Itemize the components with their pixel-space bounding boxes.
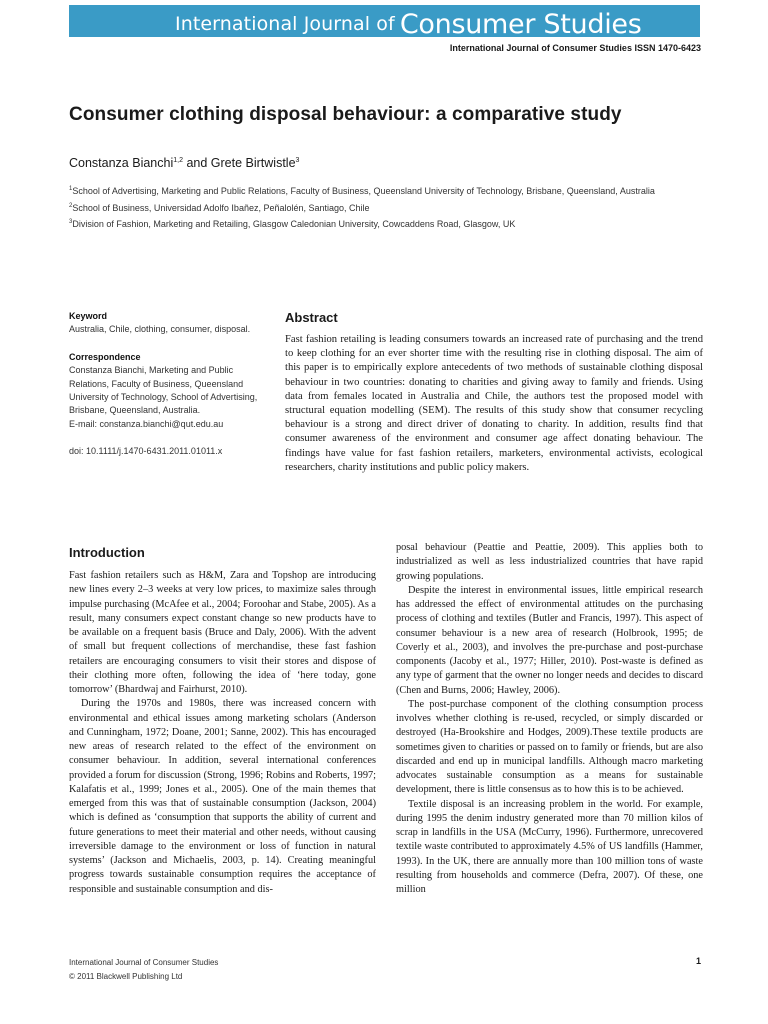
body-paragraph: During the 1970s and 1980s, there was increased concern with environmental and ethical issues among marketing scholars (Anderson and Cunningham, 1972; Doane, 2001; Sanne, 2002). This has encouraged new areas of research related to the effect of the environment on consumer behaviour. In addition, several international conferences provided a forum for discussion (Strong, 1996; Robins and Roberts, 1997; Kalafatis et al., 1999; Jones et al., 2005). One of the main themes that emerged from this was that of sustainable consumption (Jackson, 2004) which is defined as ‘consumption that supports the ability of current and future generations to meet their material and other needs, without causing irreversible damage to the environment or loss of function in natural systems’ (Jackson and Michaelis, 2003, p. 14). Creating meaningful progress towards sustainable consumption requires the acceptance of responsible and sustainable consumption and dis- xyxy=(69,698,376,895)
issn-line: International Journal of Consumer Studies ISSN 1470-6423 xyxy=(449,43,701,53)
journal-name-prefix: International Journal of xyxy=(175,13,395,35)
body-paragraph: posal behaviour (Peattie and Peattie, 2009). This applies both to industrialized as well as less industrialized countries that have rapid growing populations. xyxy=(396,542,703,582)
article-title: Consumer clothing disposal behaviour: a comparative study xyxy=(69,104,622,125)
correspondence-label: Correspondence xyxy=(69,351,141,362)
affiliation xyxy=(69,199,699,216)
body-paragraph: Fast fashion retailers such as H&M, Zara and Topshop are introducing new lines every 2–3 weeks at very low prices, to maximize sales through impulse purchasing (McAfee et al., 2004; Foroohar and Stabe, 2005). As a result, many consumers expect constant change so new products have to be available on a frequent basis (Bruce and Daly, 2006). With the advent of small but frequent collections of merchandise, these fast fashion retailers are encouraging consumers to visit their stores and dispose of their clothing more often, following the idea of ‘here today, gone tomorrow’ (Bhardwaj and Fairhurst, 2010). xyxy=(69,570,376,695)
affiliation xyxy=(69,215,699,232)
author-joiner: and xyxy=(182,156,211,170)
article-sidebar xyxy=(69,310,269,459)
author-name: Constanza Bianchi xyxy=(69,156,174,170)
body-column-left xyxy=(69,569,376,897)
footer-copyright: © 2011 Blackwell Publishing Ltd xyxy=(69,972,183,981)
affiliation xyxy=(69,182,699,199)
page-footer xyxy=(69,956,218,984)
keywords: Australia, Chile, clothing, consumer, disposal. xyxy=(69,324,251,335)
body-paragraph: Textile disposal is an increasing problem in the world. For example, during 1995 the denim industry generated more than 70 million kilos of scrap in landfills in the USA (McCurry, 1996). Furthermore, unrecovered textile waste contributed to approximately 4.5% of US landfills (Hammer, 1993). In the UK, there are annually more than 100 million tons of waste resulting from households and commerce (Defra, 2007). Of these, one million xyxy=(396,798,703,895)
author-name: Grete Birtwistle xyxy=(210,156,296,170)
affiliation-number: 3 xyxy=(69,219,73,226)
footer-journal: International Journal of Consumer Studies xyxy=(69,958,219,967)
affiliation-number: 2 xyxy=(69,202,73,209)
correspondence-email[interactable]: E-mail: constanza.bianchi@qut.edu.au xyxy=(69,418,224,429)
author-affiliation-marker: 1,2 xyxy=(173,156,183,164)
abstract-heading: Abstract xyxy=(285,310,338,325)
affiliation-number: 1 xyxy=(69,186,73,192)
journal-banner xyxy=(69,5,700,40)
keyword-label: Keyword xyxy=(69,311,108,321)
affiliation-text: Division of Fashion, Marketing and Retailing, Glasgow Caledonian University, Cowcaddens Road, Glasgow, UK xyxy=(72,219,516,230)
author-list xyxy=(69,156,299,170)
page-number: 1 xyxy=(695,956,701,966)
author-affiliation-marker: 3 xyxy=(295,156,300,164)
affiliation-text: School of Advertising, Marketing and Public Relations, Faculty of Business, Queensland University of Technology, Brisbane, Queensland, Australia xyxy=(72,186,655,196)
correspondence-address: Constanza Bianchi, Marketing and Public Relations, Faculty of Business, Queensland University of Technology, School of Advertising, Brisbane, Queensland, Australia. xyxy=(69,365,258,416)
affiliation-text: School of Business, Universidad Adolfo Ibañez, Peñalolén, Santiago, Chile xyxy=(72,202,370,213)
body-paragraph: Despite the interest in environmental issues, little empirical research has addressed the effect of environmental attitudes on the purchasing process of clothing and textiles (Butler and Francis, 1997). This aspect of consumer behaviour is a new area of research (Holbrook, 1995; de Coverly et al., 2003), and involves the pre-purchase and post-purchase components (Jacoby et al., 1977; Hiller, 2010). Post-waste is defined as any type of garment that the owner no longer needs and decides to discard (Chen and Burns, 2006; Hawley, 2006). xyxy=(396,584,703,696)
body-paragraph: The post-purchase component of the clothing consumption process involves whether clothing is re-used, recycled, or simply discarded or destroyed (Ha-Brookshire and Hodges, 2009).These textile products are sometimes given to charities or passed on to family or friends, but are also discarded and end up in municipal landfills. Although macro marketing advocates sustainable consumption as a means for sustainable development, there is little consensus as to how this is to be achieved. xyxy=(396,698,703,796)
journal-name-main: Consumer Studies xyxy=(399,9,642,40)
journal-name xyxy=(175,9,642,40)
body-column-right xyxy=(396,541,703,897)
affiliations xyxy=(69,182,699,232)
introduction-heading: Introduction xyxy=(69,545,145,560)
abstract-text: Fast fashion retailing is leading consumers towards an increased rate of purchasing and the trend to keep clothing for an ever shorter time with the resulting rise in clothing disposal. The aim of this paper is to empirically explore antecedents of two methods of sustainable clothing disposal behaviour in two countries: donating to charities and giving away to family and friends. Using data from females located in Australia and Chile, the authors test the proposed model with structural equation modelling (SEM). The results of this study show that consumer recycling behaviour is a strong and direct driver of donating to charity. In addition, results find that consumer awareness of the environment and consumer age affect donating behaviour. The findings have value for fast fashion retailers, marketers, environmental activists, ecological researchers, charity institutions and public policy makers. xyxy=(285,334,703,473)
doi[interactable]: doi: 10.1111/j.1470-6431.2011.01011.x xyxy=(69,446,223,457)
